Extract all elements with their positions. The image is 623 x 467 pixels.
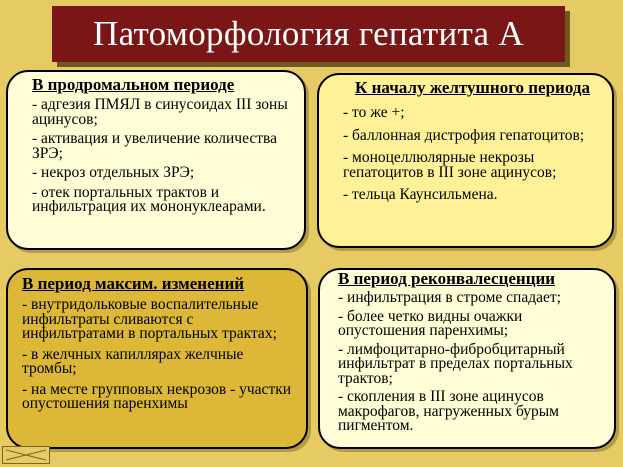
list-item: - на месте групповых некрозов - участки опустошения паренхимы [22, 380, 292, 412]
list-item: - внутридольковые воспалительные инфильтраты сливаются с инфильтратами в портальных трактах; [22, 296, 277, 342]
list-item: - некроз отдельных ЗРЭ; [32, 164, 195, 181]
list-item: - отек портальных трактов и инфильтрация их мононуклеарами. [32, 183, 266, 215]
panel-jaundice [317, 73, 614, 248]
panel-peak [6, 268, 308, 449]
list-item: - адгезия ПМЯЛ в синусоидах III зоны ацинусов; [32, 96, 288, 128]
panel-heading: В продромальном периоде [32, 75, 235, 94]
panel-heading: К началу желтушного периода [355, 78, 590, 97]
list-item: - тельца Каунсильмена. [343, 186, 498, 203]
list-item: - скопления в III зоне ацинусов макрофагов, нагруженных бурым пигментом. [338, 388, 559, 434]
list-item: - то же +; [343, 104, 405, 121]
list-item: - в желчных капиллярах желчные тромбы; [22, 345, 244, 377]
list-item: - инфильтрация в строме спадает; [338, 289, 561, 306]
slide-nav-icon[interactable] [2, 446, 50, 464]
panel-heading: В период реконвалесценции [338, 269, 556, 288]
list-item: - баллонная дистрофия гепатоцитов; [343, 126, 585, 144]
panel-heading: В период максим. изменений [22, 274, 245, 293]
list-item: - лимфоцитарно-фибробцитарный инфильтрат в пределах портальных трактов; [338, 340, 573, 387]
panel-prodromal [6, 70, 306, 250]
title-banner [52, 6, 565, 62]
panel-convalescence [318, 268, 616, 449]
list-item: - активация и увеличение количества ЗРЭ; [32, 130, 278, 162]
slide-title: Патоморфология гепатита А [93, 14, 524, 53]
list-item: - более четко видны очажки опустошения паренхимы; [338, 307, 523, 339]
list-item: - моноцеллюлярные некрозы гепатоцитов в III зоне ацинусов; [343, 149, 557, 181]
